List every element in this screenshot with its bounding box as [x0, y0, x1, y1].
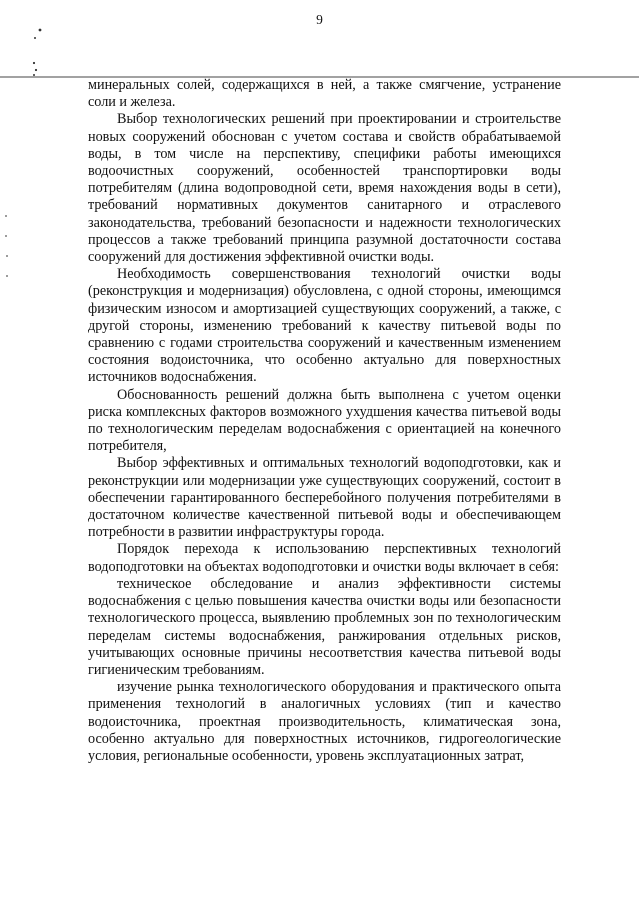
paragraph: Порядок перехода к использованию перспективных технологий водоподготовки на объектах водоподготовки и очистки воды включает в себя: [88, 541, 561, 575]
scan-speck [35, 69, 37, 71]
scan-speck [5, 235, 7, 237]
scan-speck [34, 37, 36, 39]
paragraph: Выбор эффективных и оптимальных технологий водоподготовки, как и реконструкции или модернизации уже существующих сооружений, состоит в обеспечении гарантированного бесперебойного получения потребителями в достаточном количестве качественной питьевой воды и обеспечивающем потребности в развитии инфраструктуры города. [88, 455, 561, 541]
scan-speck [33, 62, 35, 64]
scan-speck [33, 74, 35, 76]
scan-speck [5, 215, 7, 217]
paragraph: Необходимость совершенствования технологий очистки воды (реконструкция и модернизация) обусловлена, с одной стороны, имеющимся физическим износом и амортизацией существующих сооружений, а также, с другой стороны, изменению требований к качеству питьевой воды по сравнению с годами строительства сооружений и качественным изменением состояния водоисточника, что особенно актуально для поверхностных источников водоснабжения. [88, 266, 561, 386]
paragraph: Обоснованность решений должна быть выполнена с учетом оценки риска комплексных факторов возможного ухудшения качества питьевой воды по технологическим переделам водоснабжения с ориентацией на конечного потребителя, [88, 386, 561, 455]
paragraph-continuation: минеральных солей, содержащихся в ней, а также смягчение, устранение соли и железа. [88, 77, 561, 111]
document-body [88, 77, 561, 765]
list-paragraph: изучение рынка технологического оборудования и практического опыта применения технологий в аналогичных условиях (тип и качество водоисточника, проектная производительность, климатическая зона, особенно актуально для поверхностных источников, гидрогеологические условия, региональные особенности, уровень эксплуатационных затрат, [88, 679, 561, 764]
scan-speck [6, 275, 8, 277]
scan-speck [39, 29, 42, 32]
scan-speck [6, 255, 8, 257]
list-paragraph: техническое обследование и анализ эффективности системы водоснабжения с целью повышения качества очистки воды или безопасности технологического процесса, выявлению проблемных зон по технологическим переделам системы водоснабжения, ранжирования отдельных рисков, учитывающих основные причины несоответствия качества питьевой воды гигиеническим требованиям. [88, 575, 561, 678]
paragraph: Выбор технологических решений при проектировании и строительстве новых сооружений обоснован с учетом состава и свойств обрабатываемой воды, в том числе на перспективу, специфики работы имеющихся водоочистных сооружений, особенностей транспортировки воды потребителям (длина водопроводной сети, время нахождения воды в сети), требований нормативных документов санитарного и отраслевого законодательства, требований безопасности и надежности технологических процессов а также требований принципа разумной достаточности состава сооружений для достижения эффективной очистки воды. [88, 111, 561, 266]
page-number: 9 [316, 12, 323, 27]
